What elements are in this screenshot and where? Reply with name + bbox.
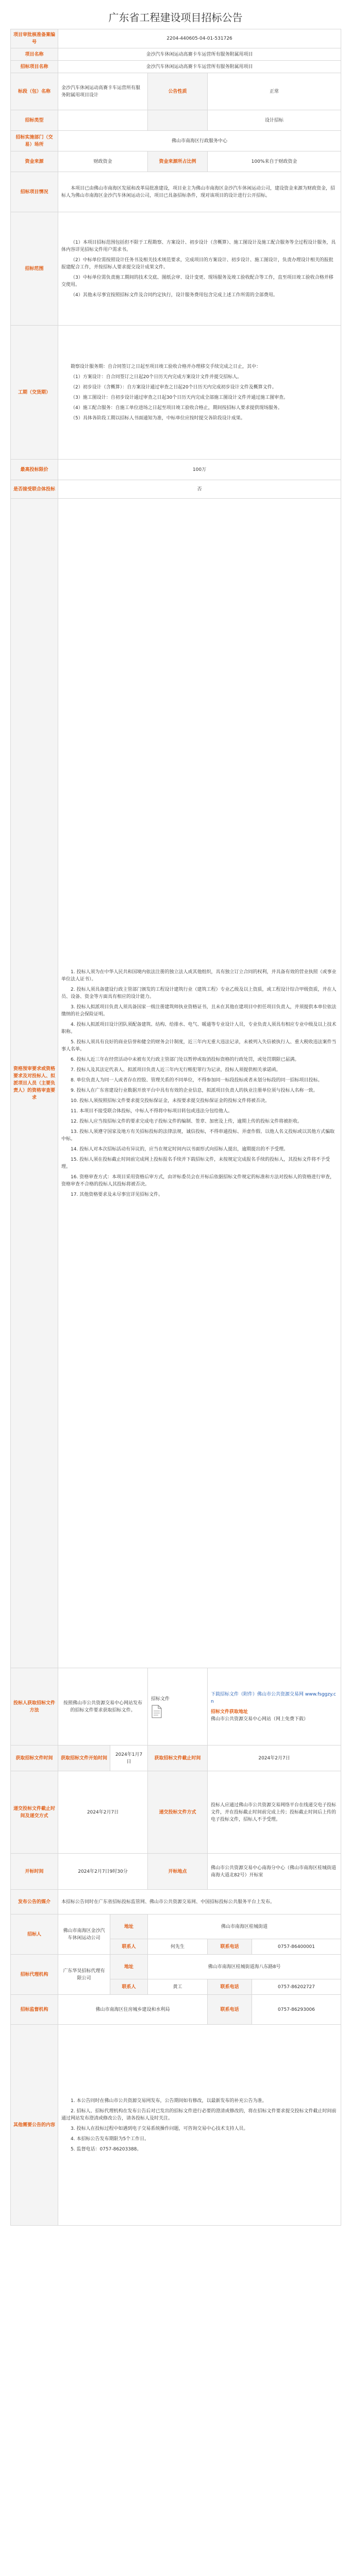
label-project-name: 项目名称	[11, 48, 58, 61]
paragraph: （1）本项目招标范围包括但不限于工程勘察、方案设计、初步设计（含概算）、施工图设计及施工配合服务等全过程设计服务，具体内容详见招标文件用户需求书。	[61, 240, 336, 252]
row-exec-place	[11, 131, 341, 151]
value-supervisor-phone: 0757-86293006	[252, 1995, 341, 2025]
label-doc-end: 获取招标文件截止时间	[148, 1745, 208, 1771]
label-supervisor: 招标监督机构	[11, 1995, 58, 2025]
value-docs: 按照佛山市公共资源交易中心网站发布的招标文件要求获取招标文件。	[58, 1668, 148, 1745]
paragraph: 4. 本招标公告发布期限为5个工作日。	[71, 2136, 149, 2142]
value-tenderer-phone: 0757-86400001	[252, 1939, 341, 1955]
value-section: 金沙汽车休闲运动高赛卡车运营所有服务附属用项目设计	[58, 73, 148, 110]
label-period: 工期（交货期）	[11, 326, 58, 460]
paragraph: 17. 其他资格要求及未尽事宜详见招标文件。	[71, 1192, 163, 1197]
value-conditions	[58, 172, 341, 212]
row-bid-category	[11, 110, 341, 131]
row-agency	[11, 1955, 341, 1979]
label-conditions: 招标项目情况	[11, 172, 58, 212]
paragraph: （1）方案设计：自合同签订之日起20个日历天内完成方案设计文件并提交招标人。	[71, 374, 242, 380]
row-conditions	[11, 172, 341, 212]
row-budget	[11, 460, 341, 480]
label-budget: 最高投标限价	[11, 460, 58, 480]
value-qualification	[58, 499, 341, 1668]
row-opening	[11, 1854, 341, 1890]
value-deadline: 2024年2月7日	[58, 1771, 148, 1854]
value-supervisor: 佛山市南海区住房城乡建设和水利局	[58, 1995, 208, 2025]
label-doc-place: 招标文件获取地址	[211, 1709, 248, 1715]
label-deadline: 递交投标文件截止时间及递交方式	[11, 1771, 58, 1854]
label-agency-contact: 联系人	[110, 1979, 148, 1995]
paragraph: 3. 投标人在投标过程中如遇到电子交易系统操作问题，可咨询交易中心技术支持人员。	[71, 2126, 248, 2131]
label-media: 发布公告的媒介	[11, 1890, 58, 1914]
label-opening: 开标时间	[11, 1854, 58, 1890]
row-fund	[11, 151, 341, 172]
value-bid-project-name: 金沙汽车休闲运动高赛卡车运营所有服务附属用项目	[58, 61, 341, 73]
paragraph: 5. 监督电话：0757-86203388。	[71, 2146, 142, 2152]
paragraph: （2）中标单位需按照设计任务书及相关技术规范要求，完成项目的方案设计、初步设计、施工图设计，负责办理设计相关的报批报建配合工作，并按招标人要求提交设计成果文件。	[61, 257, 333, 270]
paragraph: 2. 投标人须具备建设行政主管部门颁发的工程设计建筑行业（建筑工程）专业乙级及以上资质，或工程设计综合甲级资质，并在人员、设备、资金等方面具有相应的设计能力。	[61, 987, 337, 999]
label-tenderer-contact: 联系人	[110, 1939, 148, 1955]
paragraph: 15. 投标人须在投标截止时间前完成网上投标报名手续并下载招标文件，未按规定完成报名手续的投标人，其投标文件将不予受理。	[61, 1157, 330, 1170]
label-agency-addr: 地址	[110, 1955, 148, 1979]
paragraph: （4）施工配合服务：自施工单位进场之日起至项目竣工验收合格止，期间按招标人要求提供现场服务。	[71, 405, 282, 411]
value-doc-end: 2024年2月7日	[208, 1745, 341, 1771]
value-opening-place: 佛山市公共资源交易中心南海分中心（佛山市南海区桂城街道南海大道北82号）开标室	[208, 1854, 341, 1890]
label-scope: 招标范围	[11, 212, 58, 326]
paragraph: （4）其他未尽事宜按照招标文件及合同约定执行，设计服务费用包含完成上述工作所需的全部费用。	[71, 292, 278, 298]
label-bid-category: 招标类型	[11, 110, 58, 131]
value-notice-type: 正常	[208, 73, 341, 110]
paragraph: 1. 本公告同时在佛山市公共资源交易网发布，公告期间如有修改，以最新发布的补充公告为准。	[71, 2098, 267, 2104]
paragraph: 14. 投标人对本次招标活动有异议的，应当在规定时间内以书面形式向招标人提出，逾期提出的不予受理。	[71, 1146, 289, 1152]
value-media: 本招标公告同时在广东省招标投标监管网、佛山市公共资源交易网、中国招标投标公共服务平台上发布。	[58, 1890, 341, 1914]
value-project-code: 2204-440605-04-01-531726	[58, 29, 341, 48]
label-section: 标段（包）名称	[11, 73, 58, 110]
row-bid-project-name	[11, 61, 341, 73]
label-joint: 是否接受联合体投标	[11, 480, 58, 499]
paragraph: 3. 投标人拟派项目负责人须具备国家一级注册建筑师执业资格证书，且未在其他在建项目中担任项目负责人，并须提供本单位依法缴纳的社会保险证明。	[61, 1004, 337, 1017]
label-qualification: 资格预审要求或资格要求及对投标人、拟派项目人员（主要负责人）的资格审查要求	[11, 499, 58, 1668]
value-other	[58, 2025, 341, 2226]
row-docs	[11, 1668, 341, 1745]
label-doc-start: 获取招标文件开始时间	[58, 1745, 110, 1771]
value-tenderer: 佛山市南海区金沙汽车休闲运动公司	[58, 1914, 110, 1955]
paragraph: 勘察设计服务期：自合同签订之日起至项目竣工验收合格并办理移交手续完成之日止，其中：	[71, 364, 261, 369]
label-fund: 资金来源	[11, 151, 58, 172]
value-scope	[58, 212, 341, 326]
value-bid-category	[58, 110, 148, 131]
label-opening-place: 开标地点	[148, 1854, 208, 1890]
value-doc-place: 佛山市公共资源交易中心网站（网上免费下载）	[211, 1716, 309, 1722]
docs-link-cell	[208, 1668, 341, 1745]
value-doc-start: 2024年1月7日	[110, 1745, 148, 1771]
label-docs: 投标人获取招标文件方法	[11, 1668, 58, 1745]
paragraph: 11. 本项目不接受联合体投标，中标人不得将中标项目转包或违法分包给他人。	[71, 1108, 233, 1114]
value-agency-addr: 佛山市南海区桂城街道海八东路8号	[148, 1955, 341, 1979]
label-tenderer-phone: 联系电话	[208, 1939, 252, 1955]
row-project-code	[11, 29, 341, 48]
paragraph: 1. 投标人须为在中华人民共和国境内依法注册的独立法人或其他组织，具有独立订立合同的权利，并具备有效的营业执照（或事业单位法人证书）。	[61, 969, 337, 982]
paragraph: （2）初步设计（含概算）：自方案设计通过审查之日起20个日历天内完成初步设计文件及概算文件。	[71, 384, 277, 390]
value-bid-method: 设计招标	[208, 110, 341, 131]
notice-table	[10, 29, 341, 2226]
value-exec-place: 佛山市南海区行政服务中心	[58, 131, 341, 151]
value-agency-contact: 黄工	[148, 1979, 208, 1995]
value-tenderer-addr: 佛山市南海区桂城街道	[148, 1914, 341, 1939]
label-doc-file: 招标文件	[151, 1696, 170, 1702]
row-other	[11, 2025, 341, 2226]
label-fund-ratio: 资金来源所占比例	[148, 151, 208, 172]
paragraph: 4. 投标人拟派项目设计团队须配备建筑、结构、给排水、电气、暖通等专业设计人员，专业负责人须具有相应专业中级及以上技术职称。	[61, 1022, 337, 1035]
row-section	[11, 73, 341, 110]
paragraph: 13. 投标人须遵守国家及地方有关招标投标的法律法规，诚信投标，不得串通投标、弄虚作假、以他人名义投标或以其他方式骗取中标。	[61, 1129, 335, 1142]
label-project-code: 项目审批核准备案编号	[11, 29, 58, 48]
paragraph: 7. 投标人及其法定代表人、拟派项目负责人近三年内无行贿犯罪行为记录，投标人须提供相关承诺函。	[71, 1067, 281, 1073]
row-project-name	[11, 48, 341, 61]
label-deadline-method: 递交投标文件方式	[148, 1771, 208, 1854]
value-agency-phone: 0757-86202727	[252, 1979, 341, 1995]
row-period	[11, 326, 341, 460]
row-joint	[11, 480, 341, 499]
value-project-name: 金沙汽车休闲运动高赛卡车运营所有服务附属用项目	[58, 48, 341, 61]
label-doc-time: 获取招标文件时间	[11, 1745, 58, 1771]
value-budget: 100万	[58, 460, 341, 480]
label-bid-method	[148, 110, 208, 131]
doc-download-link[interactable]: 下载招标文件（附件）佛山市公共资源交易网 www.fsggzy.cn	[211, 1691, 336, 1704]
label-exec-place: 招标实施部门（交易）场所	[11, 131, 58, 151]
page-title: 广东省工程建设项目招标公告	[108, 11, 243, 24]
paragraph: （3）中标单位需负责施工期间的技术交底、图纸会审、设计变更、现场服务及竣工验收配合等工作，直至项目竣工验收合格并移交使用。	[61, 275, 333, 287]
paragraph: （5）具体各阶段工期以招标人书面通知为准，中标单位应按时提交各阶段设计成果。	[71, 415, 245, 421]
label-supervisor-phone: 联系电话	[208, 1995, 252, 2025]
paragraph: 2. 招标人、招标代理机构在发布公告后对已发出的招标文件进行必要的澄清或修改的，将在招标文件要求提交投标文件截止时间前通过网站发布澄清或修改公告，请各投标人及时关注。	[61, 2108, 337, 2121]
paragraph: 12. 投标人应当按招标文件的要求完成电子投标文件的编制、签章、加密及上传，逾期上传的投标文件将被拒收。	[71, 1118, 303, 1124]
row-tenderer	[11, 1914, 341, 1939]
label-other: 其他需要公告的内容	[11, 2025, 58, 2226]
docs-file-cell	[148, 1668, 208, 1745]
label-agency: 招标代理机构	[11, 1955, 58, 1995]
value-joint: 否	[58, 480, 341, 499]
label-agency-phone: 联系电话	[208, 1979, 252, 1995]
row-doc-time	[11, 1745, 341, 1771]
value-fund-ratio: 100%来自于财政资金	[208, 151, 341, 172]
row-media	[11, 1890, 341, 1914]
paragraph: 9. 投标人在广东省建设行业数据开放平台中具有有效的企业信息，拟派项目负责人的执业注册单位须与投标人名称一致。	[71, 1088, 318, 1093]
doc-icon-wrap	[151, 1705, 204, 1718]
label-bid-project-name: 招标项目名称	[11, 61, 58, 73]
value-tenderer-contact: 何先生	[148, 1939, 208, 1955]
row-qualification	[11, 499, 341, 1668]
paragraph: 6. 投标人近三年在经营活动中未被有关行政主管部门处以暂停或取消投标资格的行政处罚，或处罚期限已届满。	[71, 1057, 299, 1062]
paragraph: （3）施工图设计：自初步设计通过审查之日起30个日历天内完成全部施工图设计文件并通过施工图审查。	[71, 395, 289, 400]
label-notice-type: 公告性质	[148, 73, 208, 110]
paragraph: 10. 投标人须按照招标文件要求提交投标保证金，未按要求提交投标保证金的投标文件将被否决。	[71, 1098, 270, 1104]
row-deadline	[11, 1771, 341, 1854]
paragraph: 5. 投标人须具有良好的商业信誉和健全的财务会计制度，近三年内无重大违法记录，未被列入失信被执行人、重大税收违法案件当事人名单。	[61, 1039, 337, 1052]
label-tenderer-addr: 地址	[110, 1914, 148, 1939]
row-scope	[11, 212, 341, 326]
paragraph: 8. 单位负责人为同一人或者存在控股、管理关系的不同单位，不得参加同一标段投标或者未划分标段的同一招标项目投标。	[71, 1077, 323, 1083]
paragraph: 本项目已由佛山市南海区发展和改革局批准建设，项目业主为佛山市南海区金沙汽车休闲运动公司，建设资金来源为财政资金，招标人为佛山市南海区金沙汽车休闲运动公司，项目已具备招标条件，现对该项目的设计进行公开招标。	[61, 185, 336, 198]
value-period	[58, 326, 341, 460]
value-opening: 2024年2月7日9时30分	[58, 1854, 148, 1890]
label-tenderer: 招标人	[11, 1914, 58, 1955]
paragraph: 16. 资格审查方式：本项目采用资格后审方式，由评标委员会在开标后依据招标文件规定的标准和方法对投标人的资格进行审查，资格审查不合格的投标人其投标将被否决。	[61, 1174, 335, 1187]
value-agency: 广东华昊招标代理有限公司	[58, 1955, 110, 1995]
value-fund: 财政资金	[58, 151, 148, 172]
value-deadline-method: 投标人应通过佛山市公共资源交易网络平台在线递交电子投标文件，并在投标截止时间前完成上传；投标截止时间后上传的电子投标文件，招标人不予受理。	[208, 1771, 341, 1854]
document-icon	[151, 1705, 162, 1718]
row-supervisor	[11, 1995, 341, 2025]
